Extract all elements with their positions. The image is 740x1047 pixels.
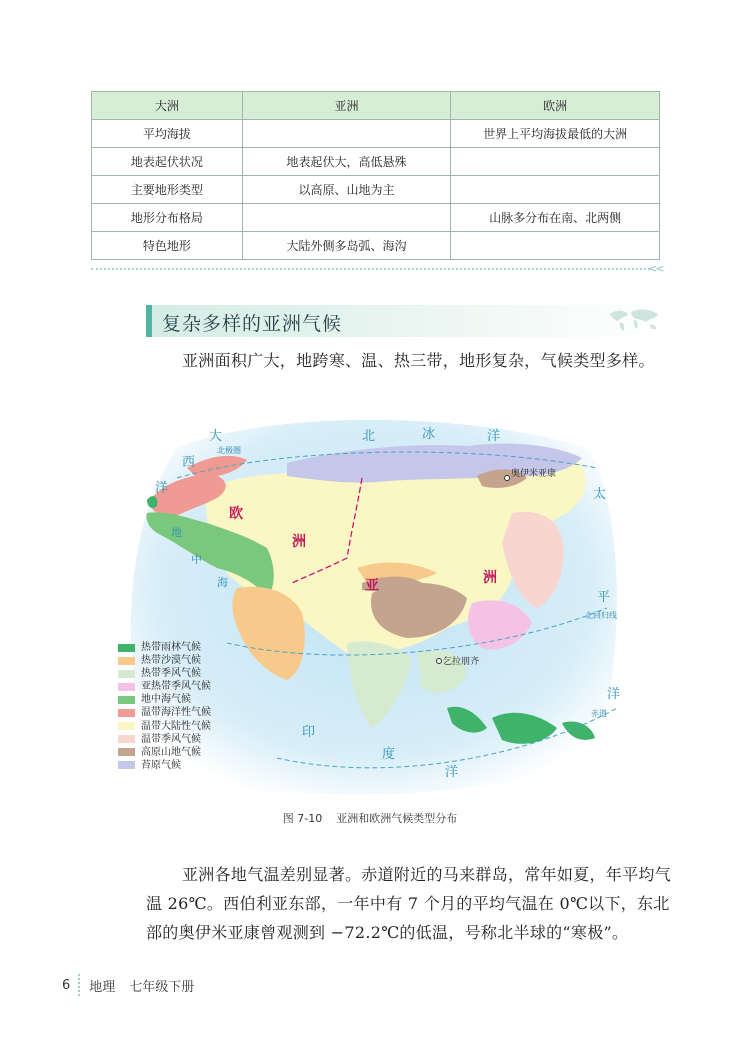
legend-swatch xyxy=(118,644,135,652)
europe-label-2: 洲 xyxy=(292,534,306,550)
oymyakon-marker xyxy=(505,476,510,481)
section-title: 复杂多样的亚洲气候 xyxy=(162,313,343,335)
figure-title: 亚洲和欧洲气候类型分布 xyxy=(336,812,458,825)
asia-cell: 大陆外侧多岛弧、海沟 xyxy=(242,232,451,260)
section-header xyxy=(146,305,661,337)
mediterranean-label-1: 地 xyxy=(171,526,182,539)
row-label: 地表起伏状况 xyxy=(92,148,243,176)
temperature-paragraph: 亚洲各地气温差别显著。赤道附近的马来群岛，常年如夏，年平均气温 26℃。西伯利亚东部，一年中有 7 个月的平均气温在 0℃以下，东北部的奥伊米亚康曾观测到 −72.2℃的低温，号称北半球的“寒极”。 xyxy=(146,865,672,942)
legend-item xyxy=(118,641,211,654)
footer-book: 七年级下册 xyxy=(129,979,195,995)
figure-number: 图 7-10 xyxy=(282,812,323,825)
legend-label: 温带海洋性气候 xyxy=(141,707,211,719)
legend-swatch xyxy=(118,748,135,756)
north-ocean-label-3: 洋 xyxy=(487,429,501,444)
legend-item xyxy=(118,667,211,680)
header-asia: 亚洲 xyxy=(242,92,451,120)
asia-cell xyxy=(242,120,451,148)
asia-label-2: 洲 xyxy=(483,570,497,586)
header-europe: 欧洲 xyxy=(451,92,660,120)
indian-label-2: 度 xyxy=(382,747,396,762)
section-accent-bar xyxy=(146,305,152,337)
table-header-row xyxy=(92,92,660,120)
table-row xyxy=(92,204,660,232)
legend-swatch xyxy=(118,657,135,665)
legend-label: 亚热带季风气候 xyxy=(141,681,211,693)
table-row xyxy=(92,120,660,148)
legend-label: 地中海气候 xyxy=(141,694,191,706)
atlantic-label-2: 西 xyxy=(182,455,196,470)
asia-cell: 以高原、山地为主 xyxy=(242,176,451,204)
legend-label: 热带季风气候 xyxy=(141,668,201,680)
legend-label: 温带大陆性气候 xyxy=(141,720,211,732)
legend-swatch xyxy=(118,670,135,678)
table-row xyxy=(92,148,660,176)
divider-arrows: << xyxy=(648,262,663,275)
header-continent: 大洲 xyxy=(92,92,243,120)
legend-item xyxy=(118,693,211,706)
europe-cell xyxy=(451,232,660,260)
legend-item xyxy=(118,680,211,693)
asia-label-1: 亚 xyxy=(365,578,379,594)
page-footer xyxy=(62,974,194,996)
atlantic-label-3: 洋 xyxy=(155,481,169,496)
pacific-label-3: 洋 xyxy=(607,687,621,702)
legend-label: 高原山地气候 xyxy=(141,746,201,758)
row-label: 主要地形类型 xyxy=(92,176,243,204)
europe-cell: 世界上平均海拔最低的大洲 xyxy=(451,120,660,148)
row-label: 地形分布格局 xyxy=(92,204,243,232)
footer-separator xyxy=(78,974,80,996)
indian-label-1: 印 xyxy=(302,725,316,740)
rainforest-region-west-africa xyxy=(147,496,157,508)
arctic-circle-label: 北极圈 xyxy=(217,446,241,455)
table-row xyxy=(92,232,660,260)
equator-label: 赤道 xyxy=(591,709,607,718)
section-divider xyxy=(91,268,650,270)
table-row xyxy=(92,176,660,204)
legend-swatch xyxy=(118,722,135,730)
page-number: 6 xyxy=(62,977,71,993)
legend-label: 温带季风气候 xyxy=(141,733,201,745)
atlantic-label-1: 大 xyxy=(209,429,223,444)
legend-label: 苔原气候 xyxy=(141,759,181,771)
cherrapunji-label: 乞拉朋齐 xyxy=(443,657,480,667)
pacific-label-2: 平 xyxy=(597,590,611,605)
north-ocean-label-2: 冰 xyxy=(422,427,436,442)
footer-subject: 地理 xyxy=(89,979,116,995)
legend-item xyxy=(118,733,211,746)
legend-swatch xyxy=(118,696,135,704)
legend-item xyxy=(118,759,211,772)
intro-paragraph: 亚洲面积广大，地跨寒、温、热三带，地形复杂，气候类型多样。 xyxy=(182,351,655,370)
row-label: 特色地形 xyxy=(92,232,243,260)
legend-swatch xyxy=(118,735,135,743)
legend-item xyxy=(118,706,211,719)
europe-cell xyxy=(451,148,660,176)
legend-label: 热带沙漠气候 xyxy=(141,655,201,667)
oymyakon-label: 奥伊米亚康 xyxy=(511,469,557,479)
europe-cell: 山脉多分布在南、北两侧 xyxy=(451,204,660,232)
asia-cell: 地表起伏大，高低悬殊 xyxy=(242,148,451,176)
legend-swatch xyxy=(118,709,135,717)
row-label: 平均海拔 xyxy=(92,120,243,148)
mediterranean-label-3: 海 xyxy=(217,576,228,589)
north-ocean-label-1: 北 xyxy=(362,429,376,444)
tropic-label: 北回归线 xyxy=(585,611,617,620)
figure-caption xyxy=(0,810,740,826)
map-legend xyxy=(118,641,211,772)
legend-item xyxy=(118,720,211,733)
legend-swatch xyxy=(118,683,135,691)
indian-label-3: 洋 xyxy=(445,765,459,780)
comparison-table xyxy=(91,91,660,260)
mediterranean-label-2: 中 xyxy=(191,553,202,566)
legend-label: 热带雨林气候 xyxy=(141,642,201,653)
europe-label-1: 欧 xyxy=(229,506,243,522)
europe-cell xyxy=(451,176,660,204)
asia-cell xyxy=(242,204,451,232)
legend-item xyxy=(118,654,211,667)
world-map-icon xyxy=(606,306,662,334)
pacific-label-1: 太 xyxy=(593,487,607,502)
legend-item xyxy=(118,746,211,759)
cherrapunji-marker xyxy=(437,659,442,664)
legend-swatch xyxy=(118,761,135,769)
